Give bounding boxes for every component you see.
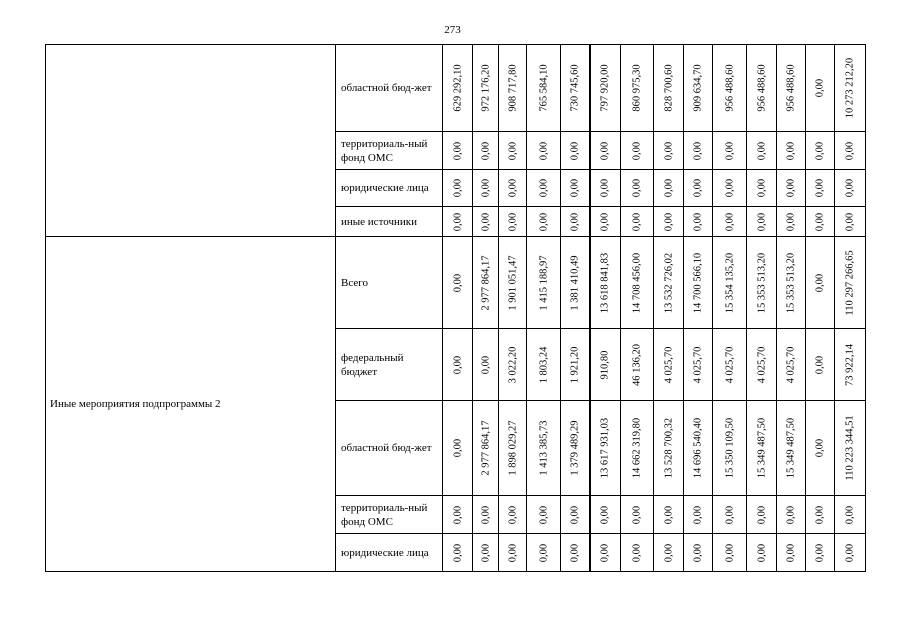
value-cell bbox=[561, 329, 590, 401]
value-text: 0,00 bbox=[538, 178, 549, 198]
activity-name-cell: Иные мероприятия подпрограммы 2 bbox=[46, 237, 336, 572]
value-cell bbox=[443, 170, 473, 207]
value-cell bbox=[747, 45, 777, 132]
value-cell bbox=[654, 45, 684, 132]
value-text: 0,00 bbox=[452, 141, 463, 160]
value-cell bbox=[777, 496, 806, 534]
value-text: 765 584,10 bbox=[538, 64, 549, 112]
value-cell bbox=[621, 496, 654, 534]
value-cell bbox=[835, 496, 866, 534]
funding-source-cell: областной бюд-жет bbox=[336, 45, 443, 132]
value-text: 0,00 bbox=[692, 505, 704, 524]
value-text: 14 700 566,10 bbox=[692, 252, 704, 313]
value-text: 0,00 bbox=[814, 355, 826, 374]
value-cell bbox=[806, 170, 835, 207]
value-cell bbox=[835, 534, 866, 572]
value-text: 0,00 bbox=[756, 141, 767, 160]
value-text: 0,00 bbox=[599, 141, 611, 160]
value-cell bbox=[527, 329, 561, 401]
value-cell bbox=[777, 401, 806, 496]
value-text: 910,80 bbox=[599, 350, 611, 379]
value-text: 0,00 bbox=[538, 505, 549, 524]
value-text: 956 488,60 bbox=[756, 64, 767, 112]
value-cell bbox=[590, 401, 621, 496]
value-cell bbox=[499, 45, 527, 132]
value-text: 110 223 344,51 bbox=[844, 415, 856, 481]
value-text: 4 025,70 bbox=[724, 346, 735, 383]
value-cell bbox=[777, 45, 806, 132]
value-cell bbox=[654, 237, 684, 329]
value-cell bbox=[835, 170, 866, 207]
value-text: 0,00 bbox=[692, 212, 704, 231]
value-text: 0,00 bbox=[724, 543, 735, 562]
value-cell bbox=[654, 329, 684, 401]
value-text: 0,00 bbox=[756, 543, 767, 562]
value-text: 0,00 bbox=[844, 178, 856, 198]
value-cell bbox=[621, 237, 654, 329]
value-text: 4 025,70 bbox=[785, 346, 797, 383]
value-cell bbox=[590, 237, 621, 329]
value-cell bbox=[590, 534, 621, 572]
value-text: 0,00 bbox=[507, 178, 518, 198]
value-text: 0,00 bbox=[663, 212, 674, 231]
value-cell bbox=[835, 207, 866, 237]
value-text: 0,00 bbox=[599, 543, 611, 562]
value-cell bbox=[499, 207, 527, 237]
value-text: 0,00 bbox=[663, 505, 674, 524]
value-cell bbox=[473, 170, 499, 207]
value-text: 15 349 487,50 bbox=[785, 417, 797, 479]
value-cell bbox=[684, 329, 713, 401]
value-text: 0,00 bbox=[844, 543, 856, 562]
value-text: 0,00 bbox=[569, 212, 581, 231]
value-cell bbox=[684, 45, 713, 132]
value-text: 0,00 bbox=[538, 212, 549, 231]
value-cell bbox=[654, 207, 684, 237]
value-text: 0,00 bbox=[480, 141, 491, 160]
value-text: 908 717,80 bbox=[507, 64, 518, 112]
value-text: 0,00 bbox=[724, 212, 735, 231]
value-cell bbox=[590, 170, 621, 207]
value-text: 0,00 bbox=[814, 212, 826, 231]
value-text: 0,00 bbox=[538, 141, 549, 160]
value-text: 110 297 266,65 bbox=[844, 249, 856, 316]
value-cell bbox=[527, 237, 561, 329]
value-text: 0,00 bbox=[785, 505, 797, 524]
value-text: 956 488,60 bbox=[785, 64, 797, 112]
value-cell bbox=[621, 45, 654, 132]
value-cell bbox=[684, 401, 713, 496]
value-cell bbox=[561, 132, 590, 170]
value-cell bbox=[499, 237, 527, 329]
value-text: 730 745,60 bbox=[569, 64, 581, 112]
value-text: 0,00 bbox=[631, 141, 643, 160]
value-cell bbox=[713, 237, 747, 329]
table-row bbox=[46, 45, 866, 132]
value-text: 0,00 bbox=[507, 141, 518, 160]
value-text: 828 700,60 bbox=[663, 64, 674, 112]
value-cell bbox=[473, 132, 499, 170]
value-cell bbox=[713, 45, 747, 132]
value-cell bbox=[777, 237, 806, 329]
budget-table bbox=[45, 44, 866, 572]
value-cell bbox=[747, 496, 777, 534]
value-cell bbox=[684, 534, 713, 572]
value-cell bbox=[499, 496, 527, 534]
value-cell bbox=[527, 45, 561, 132]
value-text: 972 176,20 bbox=[480, 64, 491, 112]
value-cell bbox=[747, 132, 777, 170]
funding-source-cell: юридические лица bbox=[336, 534, 443, 572]
value-cell bbox=[443, 329, 473, 401]
value-cell bbox=[561, 237, 590, 329]
value-text: 0,00 bbox=[569, 543, 581, 562]
value-text: 4 025,70 bbox=[663, 346, 674, 383]
value-cell bbox=[777, 170, 806, 207]
value-cell bbox=[527, 496, 561, 534]
value-cell bbox=[621, 207, 654, 237]
value-text: 1 381 410,49 bbox=[569, 254, 581, 311]
value-cell bbox=[713, 207, 747, 237]
value-cell bbox=[835, 237, 866, 329]
value-cell bbox=[747, 207, 777, 237]
value-cell bbox=[473, 45, 499, 132]
value-text: 15 350 109,50 bbox=[724, 417, 735, 479]
value-cell bbox=[443, 207, 473, 237]
value-cell bbox=[713, 329, 747, 401]
value-text: 0,00 bbox=[538, 543, 549, 562]
value-text: 0,00 bbox=[599, 212, 611, 231]
value-cell bbox=[684, 207, 713, 237]
value-cell bbox=[473, 207, 499, 237]
value-cell bbox=[443, 496, 473, 534]
value-text: 0,00 bbox=[480, 543, 491, 562]
value-text: 860 975,30 bbox=[631, 64, 643, 112]
value-cell bbox=[473, 401, 499, 496]
value-text: 0,00 bbox=[844, 212, 856, 231]
value-text: 956 488,60 bbox=[724, 64, 735, 112]
value-text: 0,00 bbox=[785, 543, 797, 562]
value-cell bbox=[806, 45, 835, 132]
value-cell bbox=[835, 329, 866, 401]
value-cell bbox=[443, 534, 473, 572]
value-cell bbox=[806, 534, 835, 572]
value-text: 0,00 bbox=[692, 178, 704, 198]
value-cell bbox=[443, 401, 473, 496]
value-text: 0,00 bbox=[452, 543, 463, 562]
value-text: 0,00 bbox=[814, 178, 826, 198]
value-cell bbox=[561, 170, 590, 207]
value-cell bbox=[499, 132, 527, 170]
value-text: 13 528 700,32 bbox=[663, 417, 674, 479]
value-text: 0,00 bbox=[480, 355, 491, 374]
value-cell bbox=[806, 329, 835, 401]
value-cell bbox=[713, 132, 747, 170]
value-cell bbox=[590, 496, 621, 534]
value-text: 0,00 bbox=[756, 178, 767, 198]
value-cell bbox=[443, 132, 473, 170]
value-text: 1 379 489,29 bbox=[569, 420, 581, 476]
table-row bbox=[46, 237, 866, 329]
value-text: 15 353 513,20 bbox=[756, 252, 767, 313]
value-text: 0,00 bbox=[785, 178, 797, 198]
value-text: 0,00 bbox=[452, 273, 463, 292]
funding-source-cell: областной бюд-жет bbox=[336, 401, 443, 496]
funding-source-cell: федеральный бюджет bbox=[336, 329, 443, 401]
value-cell bbox=[777, 534, 806, 572]
value-text: 0,00 bbox=[569, 505, 581, 524]
value-cell bbox=[747, 170, 777, 207]
value-cell bbox=[835, 401, 866, 496]
value-text: 10 273 212,20 bbox=[844, 57, 856, 119]
value-cell bbox=[499, 329, 527, 401]
value-text: 0,00 bbox=[452, 505, 463, 524]
value-cell bbox=[806, 401, 835, 496]
value-text: 0,00 bbox=[724, 141, 735, 160]
value-text: 0,00 bbox=[452, 355, 463, 374]
value-text: 1 803,24 bbox=[538, 346, 549, 383]
value-cell bbox=[473, 496, 499, 534]
value-cell bbox=[806, 207, 835, 237]
value-text: 0,00 bbox=[631, 212, 643, 231]
value-cell bbox=[527, 401, 561, 496]
value-cell bbox=[835, 45, 866, 132]
value-cell bbox=[713, 170, 747, 207]
value-text: 797 920,00 bbox=[599, 64, 611, 112]
value-text: 0,00 bbox=[480, 212, 491, 231]
value-cell bbox=[713, 534, 747, 572]
value-text: 629 292,10 bbox=[452, 64, 463, 112]
value-text: 0,00 bbox=[663, 141, 674, 160]
value-text: 0,00 bbox=[507, 505, 518, 524]
value-cell bbox=[499, 401, 527, 496]
value-text: 1 921,20 bbox=[569, 346, 581, 383]
value-cell bbox=[684, 170, 713, 207]
value-text: 0,00 bbox=[785, 212, 797, 231]
value-text: 3 022,20 bbox=[507, 346, 518, 383]
value-cell bbox=[561, 534, 590, 572]
value-cell bbox=[777, 132, 806, 170]
value-cell bbox=[499, 534, 527, 572]
value-cell bbox=[443, 237, 473, 329]
value-cell bbox=[443, 45, 473, 132]
value-text: 0,00 bbox=[480, 505, 491, 524]
value-text: 4 025,70 bbox=[756, 346, 767, 383]
value-cell bbox=[713, 401, 747, 496]
value-text: 15 349 487,50 bbox=[756, 417, 767, 479]
activity-name-cell bbox=[46, 45, 336, 237]
value-text: 0,00 bbox=[663, 543, 674, 562]
value-text: 0,00 bbox=[844, 141, 856, 160]
value-cell bbox=[806, 496, 835, 534]
value-cell bbox=[621, 534, 654, 572]
value-cell bbox=[621, 170, 654, 207]
value-cell bbox=[561, 496, 590, 534]
value-text: 0,00 bbox=[631, 178, 643, 198]
value-text: 4 025,70 bbox=[692, 346, 704, 383]
value-text: 13 532 726,02 bbox=[663, 252, 674, 313]
value-text: 46 136,20 bbox=[631, 343, 643, 386]
value-text: 0,00 bbox=[452, 438, 463, 458]
value-text: 0,00 bbox=[814, 505, 826, 524]
funding-source-cell: Всего bbox=[336, 237, 443, 329]
value-cell bbox=[806, 237, 835, 329]
value-text: 1 413 385,73 bbox=[538, 420, 549, 476]
value-text: 0,00 bbox=[599, 505, 611, 524]
funding-source-cell: юридические лица bbox=[336, 170, 443, 207]
value-text: 0,00 bbox=[507, 212, 518, 231]
value-text: 15 353 513,20 bbox=[785, 252, 797, 313]
value-cell bbox=[747, 534, 777, 572]
value-cell bbox=[527, 132, 561, 170]
value-cell bbox=[621, 401, 654, 496]
value-cell bbox=[473, 237, 499, 329]
value-text: 0,00 bbox=[663, 178, 674, 198]
value-cell bbox=[561, 207, 590, 237]
value-cell bbox=[835, 132, 866, 170]
value-text: 0,00 bbox=[756, 505, 767, 524]
value-text: 909 634,70 bbox=[692, 64, 704, 112]
value-cell bbox=[777, 207, 806, 237]
value-text: 0,00 bbox=[844, 505, 856, 524]
value-cell bbox=[713, 496, 747, 534]
value-cell bbox=[654, 496, 684, 534]
value-cell bbox=[654, 132, 684, 170]
value-cell bbox=[654, 534, 684, 572]
value-cell bbox=[654, 170, 684, 207]
value-cell bbox=[684, 496, 713, 534]
value-text: 1 415 188,97 bbox=[538, 254, 549, 311]
value-text: 0,00 bbox=[599, 178, 611, 198]
value-text: 0,00 bbox=[507, 543, 518, 562]
value-cell bbox=[590, 132, 621, 170]
value-text: 0,00 bbox=[814, 273, 826, 292]
value-text: 13 618 841,83 bbox=[599, 252, 611, 313]
value-text: 0,00 bbox=[785, 141, 797, 160]
value-cell bbox=[621, 329, 654, 401]
value-text: 0,00 bbox=[569, 141, 581, 160]
value-text: 0,00 bbox=[631, 543, 643, 562]
value-text: 0,00 bbox=[756, 212, 767, 231]
value-text: 14 662 319,80 bbox=[631, 417, 643, 479]
value-text: 1 898 029,27 bbox=[507, 420, 518, 476]
value-cell bbox=[590, 329, 621, 401]
value-text: 0,00 bbox=[631, 505, 643, 524]
value-cell bbox=[684, 237, 713, 329]
value-cell bbox=[684, 132, 713, 170]
value-text: 2 977 864,17 bbox=[480, 420, 491, 476]
funding-source-cell: территориаль-ный фонд ОМС bbox=[336, 132, 443, 170]
value-cell bbox=[747, 237, 777, 329]
value-text: 0,00 bbox=[480, 178, 491, 198]
value-text: 0,00 bbox=[814, 78, 826, 98]
value-text: 0,00 bbox=[692, 543, 704, 562]
value-text: 0,00 bbox=[724, 505, 735, 524]
value-text: 0,00 bbox=[692, 141, 704, 160]
value-cell bbox=[527, 207, 561, 237]
value-text: 13 617 931,03 bbox=[599, 417, 611, 479]
value-cell bbox=[499, 170, 527, 207]
value-text: 0,00 bbox=[814, 438, 826, 458]
value-cell bbox=[473, 329, 499, 401]
value-text: 15 354 135,20 bbox=[724, 252, 735, 313]
value-cell bbox=[527, 170, 561, 207]
value-cell bbox=[621, 132, 654, 170]
value-text: 1 901 051,47 bbox=[507, 254, 518, 311]
value-text: 0,00 bbox=[814, 543, 826, 562]
funding-source-cell: территориаль-ный фонд ОМС bbox=[336, 496, 443, 534]
value-cell bbox=[590, 45, 621, 132]
value-cell bbox=[777, 329, 806, 401]
value-text: 0,00 bbox=[569, 178, 581, 198]
funding-source-cell: иные источники bbox=[336, 207, 443, 237]
value-text: 0,00 bbox=[452, 178, 463, 198]
value-text: 2 977 864,17 bbox=[480, 254, 491, 311]
value-cell bbox=[473, 534, 499, 572]
value-text: 0,00 bbox=[724, 178, 735, 198]
value-text: 14 696 540,40 bbox=[692, 417, 704, 479]
value-cell bbox=[747, 329, 777, 401]
value-cell bbox=[527, 534, 561, 572]
value-text: 14 708 456,00 bbox=[631, 252, 643, 313]
value-cell bbox=[654, 401, 684, 496]
value-cell bbox=[561, 45, 590, 132]
value-cell bbox=[561, 401, 590, 496]
value-cell bbox=[806, 132, 835, 170]
value-cell bbox=[747, 401, 777, 496]
value-text: 73 922,14 bbox=[844, 343, 856, 386]
value-text: 0,00 bbox=[452, 212, 463, 231]
value-cell bbox=[590, 207, 621, 237]
value-text: 0,00 bbox=[814, 141, 826, 160]
page-number: 273 bbox=[444, 24, 461, 36]
